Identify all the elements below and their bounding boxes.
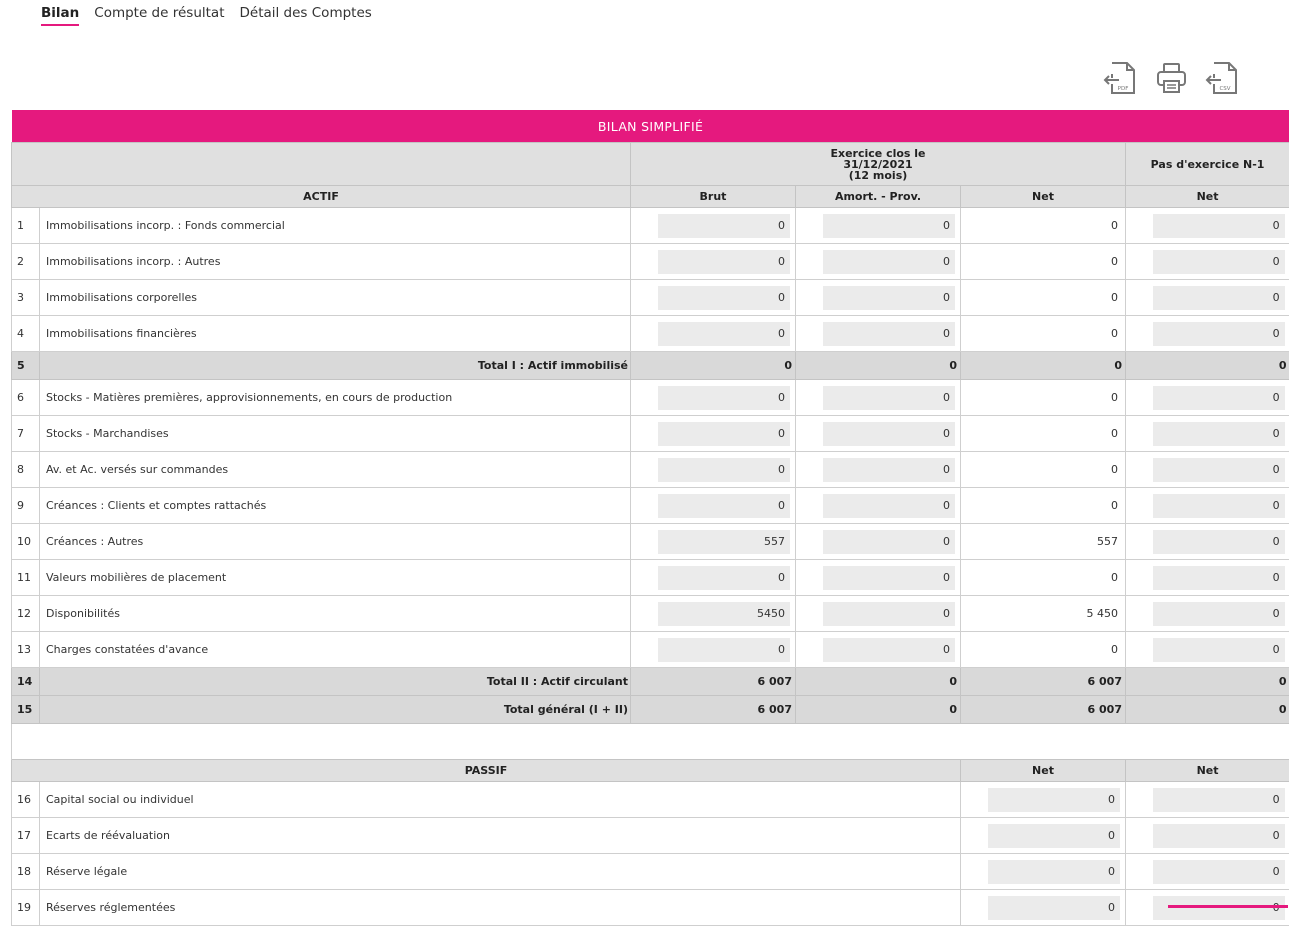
prev-input[interactable]: 0 [1153, 530, 1285, 554]
row-label: Disponibilités [40, 596, 631, 632]
table-row [12, 380, 1289, 416]
brut-input[interactable]: 0 [658, 494, 790, 518]
gap-cell [12, 724, 1289, 760]
printer-icon [1153, 60, 1190, 98]
header-net: Net [961, 186, 1126, 208]
net-input[interactable]: 0 [988, 788, 1120, 812]
row-number: 15 [12, 696, 40, 724]
table-row [12, 596, 1289, 632]
row-number: 8 [12, 452, 40, 488]
brut-input[interactable]: 0 [658, 566, 790, 590]
amort-input[interactable]: 0 [823, 386, 955, 410]
net-value: 0 [1111, 643, 1125, 656]
amort-cell [796, 244, 961, 280]
row-label: Total I : Actif immobilisé [40, 352, 631, 380]
header-brut: Brut [631, 186, 796, 208]
row-label: Réserve légale [40, 854, 961, 890]
prev-input[interactable]: 0 [1153, 250, 1285, 274]
prev-cell [1126, 854, 1289, 890]
net-value: 0 [1111, 463, 1125, 476]
amort-cell [796, 596, 961, 632]
row-label: Ecarts de réévaluation [40, 818, 961, 854]
section-gap [12, 724, 1289, 760]
amort-input[interactable]: 0 [823, 494, 955, 518]
amort-cell [796, 488, 961, 524]
prev-cell [1126, 208, 1289, 244]
prev-cell [1126, 452, 1289, 488]
amort-input[interactable]: 0 [823, 530, 955, 554]
net-value: 0 [1111, 499, 1125, 512]
header-net-prev: Net [1126, 186, 1289, 208]
csv-file-icon [1204, 60, 1241, 98]
table-row [12, 818, 1289, 854]
net-cell [961, 244, 1126, 280]
brut-cell [631, 524, 796, 560]
table-row [12, 488, 1289, 524]
brut-cell [631, 632, 796, 668]
row-label: Réserves réglementées [40, 890, 961, 926]
table-row [12, 416, 1289, 452]
brut-cell [631, 280, 796, 316]
row-label: Immobilisations financières [40, 316, 631, 352]
brut-cell [631, 560, 796, 596]
row-number: 18 [12, 854, 40, 890]
table-row [12, 560, 1289, 596]
prev-input[interactable]: 0 [1153, 422, 1285, 446]
total-net: 0 [961, 352, 1126, 380]
amort-input[interactable]: 0 [823, 458, 955, 482]
tab-bar [41, 5, 372, 26]
total-net: 6 007 [961, 696, 1126, 724]
brut-cell [631, 488, 796, 524]
net-value: 0 [1111, 427, 1125, 440]
brut-cell [631, 596, 796, 632]
net-cell [961, 208, 1126, 244]
prev-input[interactable]: 0 [1153, 638, 1285, 662]
row-label: Stocks - Marchandises [40, 416, 631, 452]
amort-cell [796, 524, 961, 560]
prev-cell [1126, 818, 1289, 854]
brut-input[interactable]: 5450 [658, 602, 790, 626]
brut-cell [631, 244, 796, 280]
net-cell [961, 596, 1126, 632]
header-passif: PASSIF [12, 760, 961, 782]
export-csv-button[interactable] [1204, 60, 1241, 98]
row-label: Valeurs mobilières de placement [40, 560, 631, 596]
row-number: 16 [12, 782, 40, 818]
brut-input[interactable]: 0 [658, 286, 790, 310]
amort-cell [796, 632, 961, 668]
prev-cell [1126, 244, 1289, 280]
total-amort: 0 [796, 352, 961, 380]
prev-input[interactable]: 0 [1153, 566, 1285, 590]
amort-cell [796, 208, 961, 244]
row-label: Immobilisations incorp. : Fonds commercial [40, 208, 631, 244]
brut-cell [631, 316, 796, 352]
total-prev: 0 [1126, 352, 1289, 380]
prev-cell [1126, 316, 1289, 352]
row-number: 17 [12, 818, 40, 854]
net-input[interactable]: 0 [988, 824, 1120, 848]
exercice-duration: (12 mois) [631, 170, 1125, 181]
prev-cell [1126, 560, 1289, 596]
bilan-sheet [11, 110, 1289, 926]
table-row [12, 244, 1289, 280]
total-row [12, 668, 1289, 696]
amort-input[interactable]: 0 [823, 602, 955, 626]
brut-cell [631, 452, 796, 488]
brut-cell [631, 208, 796, 244]
amort-input[interactable]: 0 [823, 422, 955, 446]
brut-input[interactable]: 0 [658, 638, 790, 662]
export-pdf-button[interactable] [1102, 60, 1139, 98]
row-number: 7 [12, 416, 40, 452]
amort-cell [796, 380, 961, 416]
net-cell [961, 854, 1126, 890]
prev-input[interactable]: 0 [1153, 286, 1285, 310]
header-passif-net-prev: Net [1126, 760, 1289, 782]
row-label: Stocks - Matières premières, approvisionnements, en cours de production [40, 380, 631, 416]
row-number: 13 [12, 632, 40, 668]
amort-input[interactable]: 0 [823, 322, 955, 346]
row-label: Créances : Clients et comptes rattachés [40, 488, 631, 524]
header-previous: Pas d'exercice N-1 [1126, 143, 1289, 186]
header-exercice [631, 143, 1126, 186]
prev-cell [1126, 280, 1289, 316]
row-label: Immobilisations incorp. : Autres [40, 244, 631, 280]
amort-cell [796, 316, 961, 352]
total-brut: 6 007 [631, 696, 796, 724]
total-row [12, 352, 1289, 380]
prev-cell [1126, 416, 1289, 452]
net-value: 0 [1111, 219, 1125, 232]
net-value: 557 [1097, 535, 1125, 548]
net-cell [961, 560, 1126, 596]
row-number: 4 [12, 316, 40, 352]
prev-cell [1126, 380, 1289, 416]
header-blank [12, 143, 631, 186]
brut-input[interactable]: 0 [658, 386, 790, 410]
row-number: 3 [12, 280, 40, 316]
amort-cell [796, 280, 961, 316]
prev-input[interactable]: 0 [1153, 458, 1285, 482]
row-number: 19 [12, 890, 40, 926]
brut-input[interactable]: 557 [658, 530, 790, 554]
row-label: Immobilisations corporelles [40, 280, 631, 316]
brut-input[interactable]: 0 [658, 422, 790, 446]
net-cell [961, 818, 1126, 854]
row-number: 5 [12, 352, 40, 380]
prev-input[interactable]: 0 [1153, 860, 1285, 884]
table-row [12, 316, 1289, 352]
prev-cell [1126, 596, 1289, 632]
net-cell [961, 416, 1126, 452]
prev-input[interactable]: 0 [1153, 788, 1285, 812]
table-row [12, 782, 1289, 818]
export-toolbar [1102, 60, 1241, 98]
tab-detail-des-comptes[interactable]: Détail des Comptes [240, 5, 372, 26]
amort-input[interactable]: 0 [823, 638, 955, 662]
tab-compte-de-resultat[interactable]: Compte de résultat [94, 5, 224, 26]
net-input[interactable]: 0 [988, 860, 1120, 884]
net-cell [961, 380, 1126, 416]
row-label: Créances : Autres [40, 524, 631, 560]
table-row [12, 452, 1289, 488]
row-label: Av. et Ac. versés sur commandes [40, 452, 631, 488]
amort-cell [796, 416, 961, 452]
net-cell [961, 280, 1126, 316]
prev-cell [1126, 782, 1289, 818]
brut-input[interactable]: 0 [658, 458, 790, 482]
bilan-table [11, 110, 1289, 926]
row-number: 10 [12, 524, 40, 560]
pdf-file-icon [1102, 60, 1139, 98]
exercice-label: Exercice clos le [631, 148, 1125, 159]
table-row [12, 632, 1289, 668]
table-row [12, 280, 1289, 316]
net-cell [961, 782, 1126, 818]
row-label: Total général (I + II) [40, 696, 631, 724]
prev-input[interactable]: 0 [1153, 214, 1285, 238]
net-cell [961, 524, 1126, 560]
brut-input[interactable]: 0 [658, 214, 790, 238]
total-prev: 0 [1126, 668, 1289, 696]
row-number: 2 [12, 244, 40, 280]
print-button[interactable] [1153, 60, 1190, 98]
total-row [12, 696, 1289, 724]
header-actif: ACTIF [12, 186, 631, 208]
row-number: 1 [12, 208, 40, 244]
net-cell [961, 488, 1126, 524]
amort-cell [796, 560, 961, 596]
amort-input[interactable]: 0 [823, 286, 955, 310]
row-label: Charges constatées d'avance [40, 632, 631, 668]
prev-input[interactable]: 0 [1153, 824, 1285, 848]
table-row [12, 208, 1289, 244]
total-brut: 6 007 [631, 668, 796, 696]
amort-input[interactable]: 0 [823, 214, 955, 238]
row-number: 6 [12, 380, 40, 416]
row-number: 11 [12, 560, 40, 596]
passif-header-row [12, 760, 1289, 782]
amort-input[interactable]: 0 [823, 250, 955, 274]
exercice-date: 31/12/2021 [631, 159, 1125, 170]
net-value: 0 [1111, 571, 1125, 584]
total-net: 6 007 [961, 668, 1126, 696]
row-number: 9 [12, 488, 40, 524]
amort-input[interactable]: 0 [823, 566, 955, 590]
row-label: Total II : Actif circulant [40, 668, 631, 696]
table-row [12, 854, 1289, 890]
net-cell [961, 452, 1126, 488]
header-passif-net: Net [961, 760, 1126, 782]
net-cell [961, 316, 1126, 352]
brut-cell [631, 380, 796, 416]
total-amort: 0 [796, 668, 961, 696]
header-amort: Amort. - Prov. [796, 186, 961, 208]
amort-cell [796, 452, 961, 488]
net-value: 0 [1111, 391, 1125, 404]
total-prev: 0 [1126, 696, 1289, 724]
table-title: BILAN SIMPLIFIÉ [12, 110, 1289, 143]
net-value: 0 [1111, 327, 1125, 340]
prev-cell [1126, 632, 1289, 668]
row-number: 14 [12, 668, 40, 696]
pdf-icon-text: PDF [1118, 86, 1129, 92]
brut-input[interactable]: 0 [658, 250, 790, 274]
prev-input[interactable]: 0 [1153, 322, 1285, 346]
tab-bilan[interactable]: Bilan [41, 5, 79, 26]
table-row [12, 524, 1289, 560]
net-value: 5 450 [1087, 607, 1126, 620]
prev-cell [1126, 524, 1289, 560]
row-number: 12 [12, 596, 40, 632]
net-value: 0 [1111, 291, 1125, 304]
total-amort: 0 [796, 696, 961, 724]
brut-cell [631, 416, 796, 452]
prev-input[interactable]: 0 [1153, 602, 1285, 626]
net-cell [961, 632, 1126, 668]
total-brut: 0 [631, 352, 796, 380]
prev-cell [1126, 488, 1289, 524]
row-label: Capital social ou individuel [40, 782, 961, 818]
net-value: 0 [1111, 255, 1125, 268]
brut-input[interactable]: 0 [658, 322, 790, 346]
prev-input[interactable]: 0 [1153, 386, 1285, 410]
csv-icon-text: CSV [1219, 86, 1230, 92]
prev-input[interactable]: 0 [1153, 494, 1285, 518]
net-input[interactable]: 0 [988, 896, 1120, 920]
